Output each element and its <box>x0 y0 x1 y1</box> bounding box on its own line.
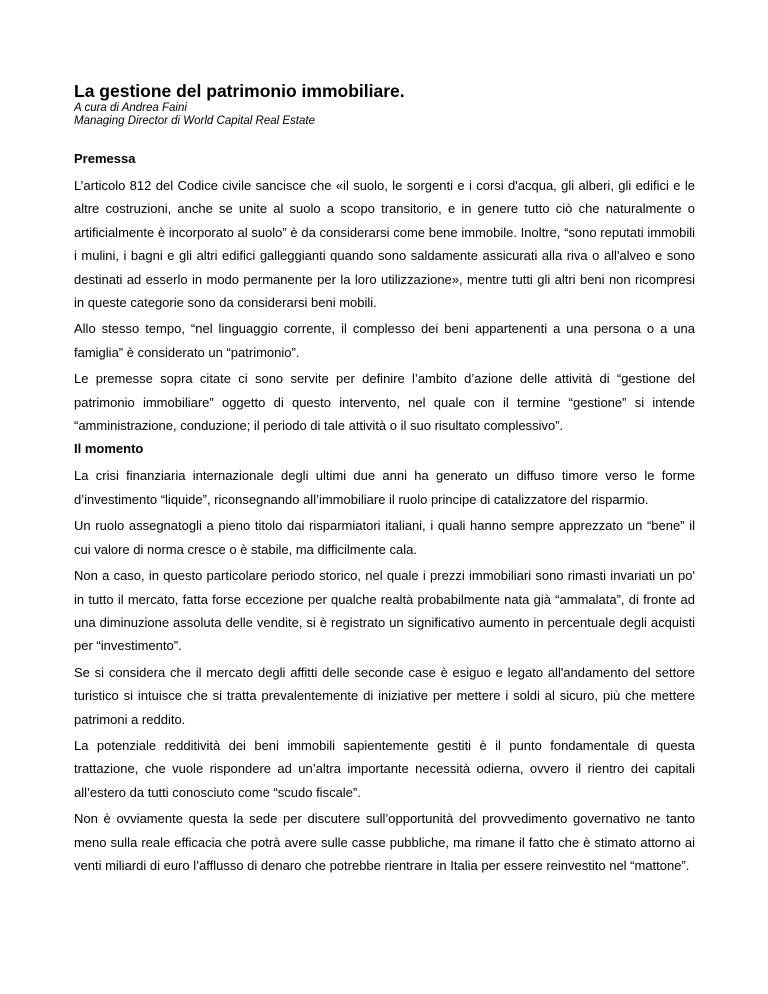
paragraph: Un ruolo assegnatogli a pieno titolo dai risparmiatori italiani, i quali hanno sempre apprezzato un “bene” il cui valore di norma cresce o è stabile, ma difficilmente cala. <box>74 518 695 557</box>
document-title: La gestione del patrimonio immobiliare. <box>74 81 405 101</box>
paragraph: La potenziale redditività dei beni immobili sapientemente gestiti è il punto fondamentale di questa trattazione, che vuole rispondere ad un’altra importante necessità odierna, ovvero il rientro dei capitali all’estero da tutti conosciuto come “scudo fiscale”. <box>74 737 695 800</box>
section-il-momento <box>74 440 695 877</box>
paragraph: Non a caso, in questo particolare periodo storico, nel quale i prezzi immobiliari sono rimasti invariati un po' in tutto il mercato, fatta forse eccezione per qualche realtà probabilmente nata già “ammalata”, di fronte ad una diminuzione assoluta delle vendite, si è registrato un significativo aumento in percentuale degli acquisti per “investimento”. <box>74 568 695 654</box>
author-line: A cura di Andrea Faini <box>74 102 187 114</box>
section-heading: Premessa <box>74 151 136 166</box>
role-line: Managing Director di World Capital Real Estate <box>74 115 315 127</box>
section-premessa <box>74 150 695 437</box>
paragraph: L’articolo 812 del Codice civile sancisce che «il suolo, le sorgenti e i corsi d'acqua, gli alberi, gli edifici e le altre costruzioni, anche se unite al suolo a scopo transitorio, e in genere tutto ciò che naturalmente o artificialmente è incorporato al suolo” è da considerarsi come bene immobile. Inoltre, “sono reputati immobili i mulini, i bagni e gli altri edifici galleggianti quando sono saldamente assicurati alla riva o all'alveo e sono destinati ad esserlo in modo permanente per la loro utilizzazione», mentre tutti gli altri beni non ricompresi in queste categorie sono da considerarsi beni mobili. <box>74 178 695 311</box>
section-heading: Il momento <box>74 441 144 457</box>
paragraph: Allo stesso tempo, “nel linguaggio corrente, il complesso dei beni appartenenti a una persona o a una famiglia” è considerato un “patrimonio”. <box>74 321 695 360</box>
paragraph: Non è ovviamente questa la sede per discutere sull’opportunità del provvedimento governativo ne tanto meno sulla reale efficacia che potrà avere sulle casse pubbliche, ma rimane il fatto che è stimato attorno ai venti miliardi di euro l’afflusso di denaro che potrebbe rientrare in Italia per essere reinvestito nel “mattone”. <box>74 811 695 873</box>
document-page <box>74 80 695 880</box>
paragraph: Le premesse sopra citate ci sono servite per definire l’ambito d’azione delle attività di “gestione del patrimonio immobiliare” oggetto di questo intervento, nel quale con il termine “gestione” si intende “amministrazione, conduzione; il periodo di tale attività o il suo risultato complessivo”. <box>74 371 695 434</box>
byline <box>74 102 695 128</box>
paragraph: Se si considera che il mercato degli affitti delle seconde case è esiguo e legato all'andamento del settore turistico si intuisce che si tratta prevalentemente di iniziative per mettere i soldi al sicuro, più che mettere patrimoni a reddito. <box>74 664 695 727</box>
paragraph: La crisi finanziaria internazionale degli ultimi due anni ha generato un diffuso timore verso le forme d’investimento “liquide”, riconsegnando all’immobiliare il ruolo principe di catalizzatore del risparmio. <box>74 468 695 507</box>
